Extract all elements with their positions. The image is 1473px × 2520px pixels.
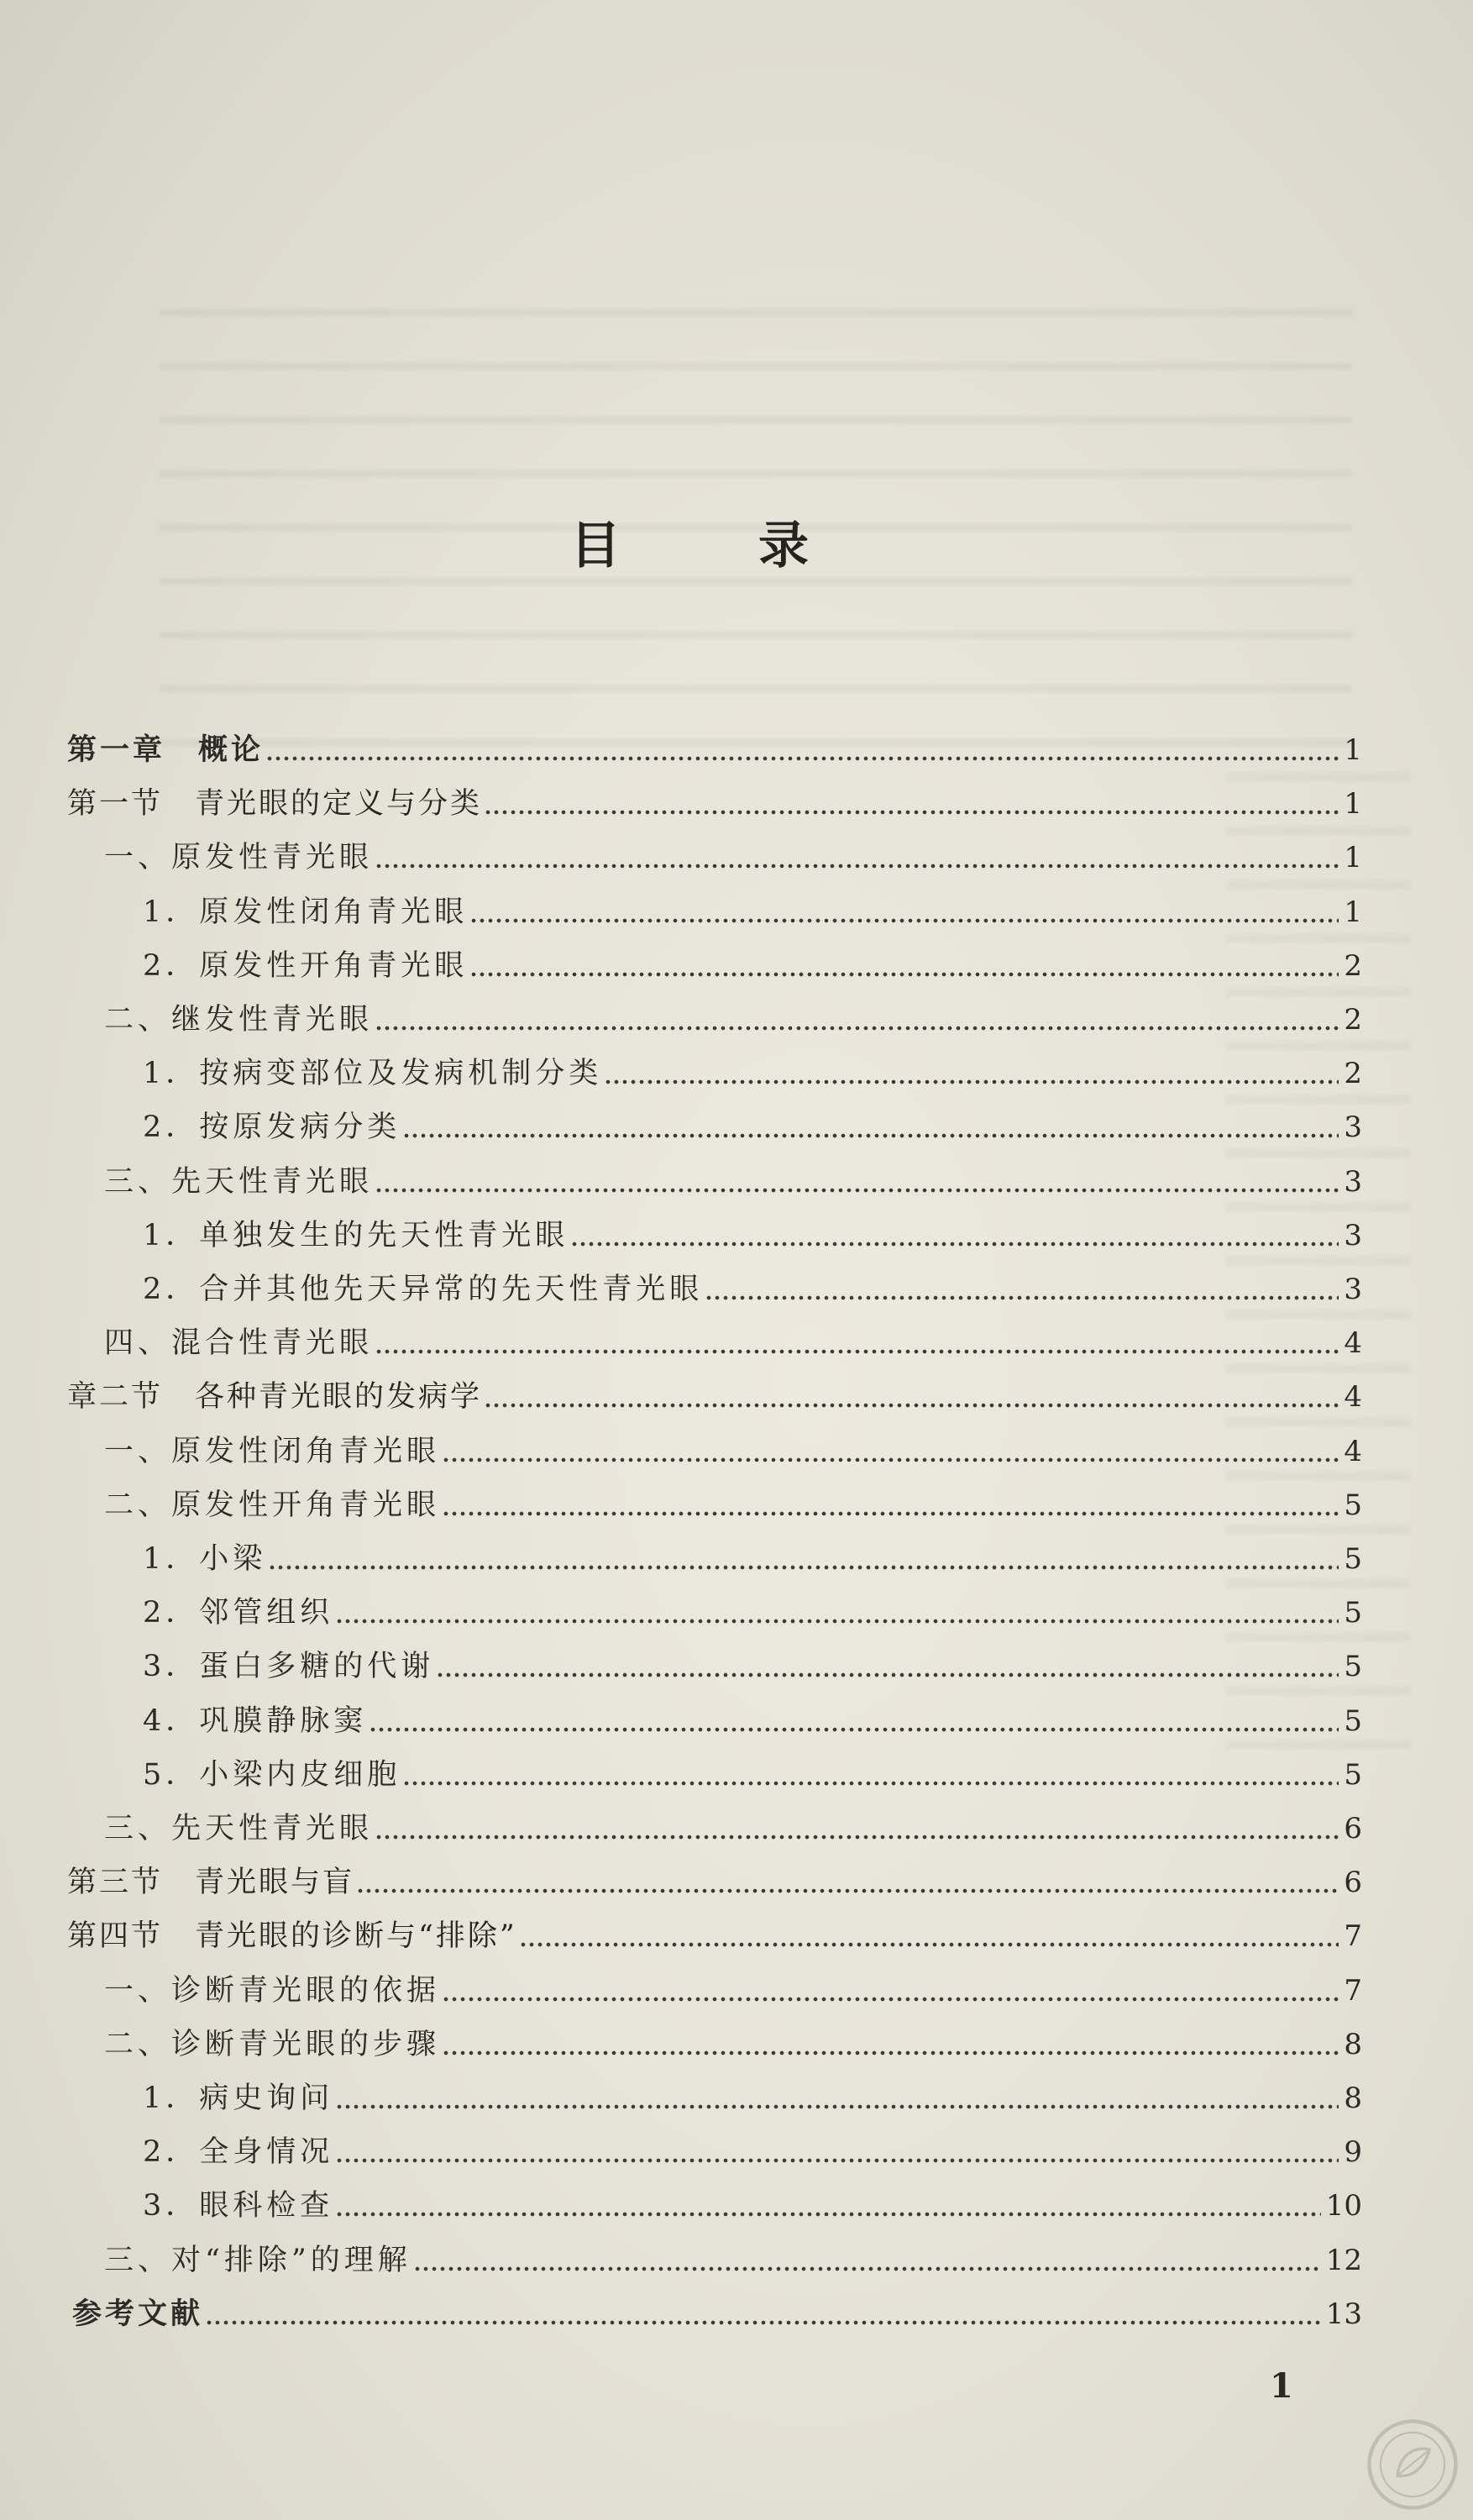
dot-leader [436,1640,1339,1693]
toc-entry-label: 四、混合性青光眼 [104,1326,374,1361]
toc-entry [104,1316,1362,1370]
toc-entry-page: 3 [1344,1164,1362,1199]
toc-entry-label: 章二节 各种青光眼的发病学 [67,1380,483,1415]
toc-entry-page: 5 [1344,1542,1362,1576]
toc-entry-page: 1 [1344,733,1362,767]
toc-entry-page: 6 [1344,1812,1362,1845]
dot-leader [484,777,1339,831]
toc-entry-label: 1．原发性闭角青光眼 [143,895,469,929]
toc-entry-label: 1．小梁 [143,1542,267,1576]
dot-leader [335,2071,1339,2125]
toc-entry-page: 10 [1325,2189,1362,2223]
dot-leader [375,1802,1339,1856]
toc-entry-page: 3 [1344,1273,1362,1306]
toc-entry-label: 5．小梁内皮细胞 [143,1757,401,1792]
dot-leader [335,2179,1320,2233]
toc-entry-label: 3．眼科检查 [143,2189,334,2223]
toc-entry-label: 二、原发性开角青光眼 [104,1488,441,1522]
toc-entry-page: 1 [1344,895,1362,929]
toc-entry-label: 一、原发性闭角青光眼 [104,1434,441,1468]
watermark-logo-icon [1366,2418,1460,2512]
toc-entry-page: 7 [1344,1973,1362,2008]
toc-entry-page: 3 [1344,1110,1362,1145]
toc-entry [104,2234,1362,2287]
dot-leader [442,1478,1339,1532]
toc-entry-label: 参考文献 [72,2296,204,2331]
dot-leader [570,1209,1339,1263]
dot-leader [268,1532,1339,1586]
toc-entry-page: 6 [1344,1866,1362,1900]
toc-entry-label: 4．巩膜静脉窦 [143,1704,368,1738]
toc-entry-page: 1 [1344,841,1362,875]
dot-leader [519,1909,1339,1963]
toc-entry-page: 4 [1344,1380,1362,1415]
toc-entry-page: 4 [1344,1326,1362,1361]
toc-entry [143,1209,1362,1263]
toc-entry-label: 2．原发性开角青光眼 [143,948,469,983]
toc-entry-label: 1．按病变部位及发病机制分类 [143,1057,603,1091]
toc-entry-label: 第一节 青光眼的定义与分类 [67,787,483,822]
toc-entry [143,2125,1362,2179]
toc-entry [104,831,1362,885]
toc-entry-label: 二、诊断青光眼的步骤 [104,2027,441,2061]
toc-entry-page: 5 [1344,1704,1362,1738]
page-title: 目录 [570,517,946,575]
toc-entry [143,1047,1362,1100]
toc-entry [143,1532,1362,1586]
dot-leader [375,1155,1339,1209]
toc-entry-page: 3 [1344,1218,1362,1252]
toc-entry-page: 5 [1344,1650,1362,1684]
toc-entry-page: 5 [1344,1488,1362,1522]
toc-entry-page: 5 [1344,1757,1362,1792]
toc-entry-page: 12 [1325,2243,1362,2277]
toc-entry [67,777,1362,831]
toc-entry [143,1586,1362,1640]
toc-entry-page: 4 [1344,1434,1362,1468]
toc-entry [104,1155,1362,1209]
dot-leader [442,1425,1339,1478]
toc-entry-label: 三、先天性青光眼 [104,1812,374,1845]
toc-entry [143,885,1362,939]
dot-leader [335,2125,1339,2179]
toc-entry [104,993,1362,1047]
toc-entry [72,2287,1362,2341]
toc-entry [67,1370,1362,1424]
toc-entry-label: 2．全身情况 [143,2135,334,2170]
toc-entry [143,939,1362,993]
toc-entry-label: 1．病史询问 [143,2082,334,2115]
toc-entry-label: 2．邻管组织 [143,1596,334,1630]
dot-leader [469,885,1339,939]
toc-entry [67,1909,1362,1963]
dot-leader [413,2234,1321,2287]
dot-leader [369,1694,1339,1748]
toc-entry-label: 第四节 青光眼的诊断与“排除” [67,1919,517,1954]
dot-leader [484,1370,1339,1424]
toc-entry [143,1640,1362,1693]
toc-entry [143,2071,1362,2125]
toc-entry [104,2018,1362,2071]
toc-entry-page: 13 [1325,2297,1362,2331]
toc-entry-label: 第一章 概论 [67,732,265,767]
dot-leader [375,993,1339,1047]
dot-leader [402,1100,1339,1154]
dot-leader [356,1856,1339,1909]
toc-entry-label: 1．单独发生的先天性青光眼 [143,1218,569,1252]
toc-entry-page: 2 [1344,948,1362,983]
toc-entry-page: 8 [1344,2082,1362,2115]
dot-leader [705,1263,1339,1316]
toc-entry [67,723,1362,777]
toc-entry-page: 1 [1344,787,1362,822]
dot-leader [335,1586,1339,1640]
dot-leader [442,2018,1339,2071]
toc-entry [104,1802,1362,1856]
toc-entry-label: 一、诊断青光眼的依据 [104,1973,441,2008]
toc-entry-label: 3．蛋白多糖的代谢 [143,1650,435,1684]
toc-entry-page: 2 [1344,1003,1362,1037]
toc-entry [143,1100,1362,1154]
toc-entry [143,1263,1362,1316]
toc-entry [67,1856,1362,1909]
toc-entry [104,1964,1362,2018]
dot-leader [375,831,1339,885]
toc-entry-page: 7 [1344,1919,1362,1954]
toc-entry-page: 5 [1344,1596,1362,1630]
dot-leader [442,1964,1339,2018]
toc-entry-page: 8 [1344,2027,1362,2061]
toc-entry-label: 第三节 青光眼与盲 [67,1866,355,1900]
toc-entry [143,1694,1362,1748]
toc-entry-label: 三、先天性青光眼 [104,1164,374,1199]
toc-entry-page: 9 [1344,2135,1362,2170]
toc-entry-label: 二、继发性青光眼 [104,1003,374,1037]
dot-leader [604,1047,1339,1100]
toc-entry [143,1748,1362,1802]
toc-entry-label: 2．合并其他先天异常的先天性青光眼 [143,1273,704,1306]
toc-entry-page: 2 [1344,1057,1362,1091]
toc-entry-label: 三、对“排除”的理解 [104,2243,411,2277]
toc-entry-label: 2．按原发病分类 [143,1110,401,1145]
toc-entry [104,1478,1362,1532]
dot-leader [375,1316,1339,1370]
toc-entry [143,2179,1362,2233]
dot-leader [205,2287,1321,2341]
toc-entry-label: 一、原发性青光眼 [104,841,374,875]
dot-leader [265,723,1339,777]
dot-leader [469,939,1339,993]
page-number: 1 [1270,2366,1293,2406]
dot-leader [402,1748,1339,1802]
toc-entry [104,1425,1362,1478]
